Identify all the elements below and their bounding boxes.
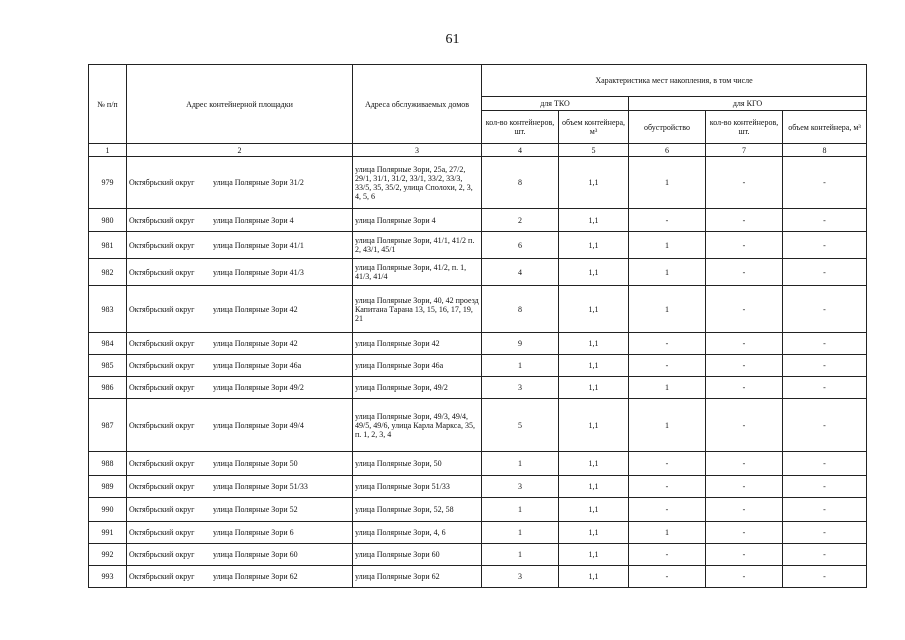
cell-kgo-facility: 1 [629, 259, 706, 286]
cell-tko-volume: 1,1 [559, 566, 629, 588]
cell-num: 988 [89, 452, 127, 476]
cell-tko-volume: 1,1 [559, 399, 629, 452]
cell-tko-volume: 1,1 [559, 498, 629, 522]
cell-served: улица Полярные Зори 46а [353, 355, 482, 377]
cell-site-address [127, 476, 353, 498]
cell-site-address [127, 286, 353, 333]
table-row [89, 476, 867, 498]
col-number: 6 [629, 144, 706, 157]
cell-kgo-facility: - [629, 498, 706, 522]
cell-site-address [127, 452, 353, 476]
header-kgo-count: кол-во контейнеров, шт. [706, 111, 783, 144]
cell-district: Октябрьский округ [129, 304, 195, 314]
cell-kgo-facility: - [629, 476, 706, 498]
cell-kgo-count: - [706, 157, 783, 209]
cell-kgo-facility: 1 [629, 157, 706, 209]
header-tko-count: кол-во контейнеров, шт. [482, 111, 559, 144]
cell-kgo-count: - [706, 333, 783, 355]
cell-site-address [127, 399, 353, 452]
cell-served: улица Полярные Зори 60 [353, 544, 482, 566]
cell-tko-count: 1 [482, 452, 559, 476]
cell-served: улица Полярные Зори, 4, 6 [353, 522, 482, 544]
table-row [89, 544, 867, 566]
cell-kgo-facility: - [629, 544, 706, 566]
table-row [89, 333, 867, 355]
table-row [89, 399, 867, 452]
col-number: 7 [706, 144, 783, 157]
cell-served: улица Полярные Зори, 50 [353, 452, 482, 476]
cell-served: улица Полярные Зори, 25а, 27/2, 29/1, 31/1, 31/2, 33/1, 33/2, 33/3, 33/5, 35, 35/2, улица Сполохи, 2, 3, 4, 5, 6 [353, 157, 482, 209]
header-served-addresses: Адреса обслуживаемых домов [353, 65, 482, 144]
cell-kgo-volume: - [783, 259, 867, 286]
cell-tko-count: 8 [482, 286, 559, 333]
cell-tko-volume: 1,1 [559, 209, 629, 232]
cell-street: улица Полярные Зори 51/33 [213, 482, 308, 491]
cell-district: Октябрьский округ [129, 383, 195, 392]
cell-num: 987 [89, 399, 127, 452]
cell-kgo-count: - [706, 566, 783, 588]
cell-kgo-facility: 1 [629, 232, 706, 259]
cell-tko-volume: 1,1 [559, 476, 629, 498]
cell-tko-volume: 1,1 [559, 259, 629, 286]
cell-served: улица Полярные Зори, 41/2, п. 1, 41/3, 41/4 [353, 259, 482, 286]
header-kgo-facility: обустройство [629, 111, 706, 144]
cell-district: Октябрьский округ [129, 240, 195, 250]
cell-street: улица Полярные Зори 41/1 [213, 240, 304, 250]
cell-tko-count: 6 [482, 232, 559, 259]
cell-tko-count: 9 [482, 333, 559, 355]
cell-site-address [127, 333, 353, 355]
cell-num: 986 [89, 377, 127, 399]
cell-kgo-volume: - [783, 286, 867, 333]
cell-num: 990 [89, 498, 127, 522]
cell-tko-volume: 1,1 [559, 157, 629, 209]
cell-tko-count: 1 [482, 498, 559, 522]
cell-kgo-count: - [706, 377, 783, 399]
cell-num: 989 [89, 476, 127, 498]
cell-kgo-volume: - [783, 355, 867, 377]
cell-tko-volume: 1,1 [559, 355, 629, 377]
table-row [89, 259, 867, 286]
cell-kgo-volume: - [783, 544, 867, 566]
cell-tko-count: 1 [482, 544, 559, 566]
cell-site-address [127, 259, 353, 286]
cell-street: улица Полярные Зори 52 [213, 505, 298, 514]
cell-kgo-count: - [706, 452, 783, 476]
cell-tko-count: 1 [482, 355, 559, 377]
header-kgo-volume: объем контейнера, м³ [783, 111, 867, 144]
cell-num: 979 [89, 157, 127, 209]
table-row [89, 232, 867, 259]
cell-district: Октябрьский округ [129, 361, 195, 370]
cell-kgo-volume: - [783, 566, 867, 588]
cell-served: улица Полярные Зори, 49/2 [353, 377, 482, 399]
cell-kgo-facility: - [629, 355, 706, 377]
cell-kgo-facility: 1 [629, 286, 706, 333]
cell-tko-volume: 1,1 [559, 522, 629, 544]
cell-kgo-facility: - [629, 566, 706, 588]
cell-tko-volume: 1,1 [559, 377, 629, 399]
cell-kgo-facility: - [629, 452, 706, 476]
cell-kgo-count: - [706, 544, 783, 566]
cell-site-address [127, 355, 353, 377]
cell-site-address [127, 377, 353, 399]
cell-num: 984 [89, 333, 127, 355]
cell-tko-volume: 1,1 [559, 232, 629, 259]
cell-site-address [127, 566, 353, 588]
table-row [89, 566, 867, 588]
cell-kgo-count: - [706, 476, 783, 498]
cell-district: Октябрьский округ [129, 215, 195, 225]
cell-street: улица Полярные Зори 41/3 [213, 267, 304, 277]
cell-district: Октябрьский округ [129, 505, 195, 514]
header-site-address: Адрес контейнерной площадки [127, 65, 353, 144]
cell-district: Октябрьский округ [129, 420, 195, 430]
cell-tko-volume: 1,1 [559, 452, 629, 476]
cell-kgo-count: - [706, 209, 783, 232]
page-number: 61 [445, 32, 460, 47]
table-row [89, 209, 867, 232]
cell-kgo-volume: - [783, 522, 867, 544]
cell-tko-count: 5 [482, 399, 559, 452]
cell-tko-count: 4 [482, 259, 559, 286]
cell-street: улица Полярные Зори 49/4 [213, 420, 304, 430]
cell-tko-count: 3 [482, 566, 559, 588]
cell-served: улица Полярные Зори, 41/1, 41/2 п. 2, 43/1, 45/1 [353, 232, 482, 259]
col-number: 8 [783, 144, 867, 157]
cell-kgo-volume: - [783, 399, 867, 452]
cell-kgo-volume: - [783, 377, 867, 399]
header-tko-group: для ТКО [482, 97, 629, 111]
cell-site-address [127, 232, 353, 259]
cell-served: улица Полярные Зори 42 [353, 333, 482, 355]
cell-num: 980 [89, 209, 127, 232]
col-number: 5 [559, 144, 629, 157]
cell-kgo-volume: - [783, 498, 867, 522]
header-tko-volume: объем контейнера, м³ [559, 111, 629, 144]
cell-site-address [127, 544, 353, 566]
cell-kgo-volume: - [783, 452, 867, 476]
table-row [89, 498, 867, 522]
cell-district: Октябрьский округ [129, 178, 195, 187]
col-number: 3 [353, 144, 482, 157]
table-row [89, 377, 867, 399]
cell-served: улица Полярные Зори, 40, 42 проезд Капитана Тарана 13, 15, 16, 17, 19, 21 [353, 286, 482, 333]
cell-tko-volume: 1,1 [559, 333, 629, 355]
cell-street: улица Полярные Зори 6 [213, 528, 294, 537]
cell-street: улица Полярные Зори 62 [213, 572, 298, 581]
cell-tko-count: 8 [482, 157, 559, 209]
cell-num: 981 [89, 232, 127, 259]
column-number-row [89, 144, 867, 157]
register-table [88, 64, 867, 588]
cell-kgo-count: - [706, 259, 783, 286]
cell-kgo-volume: - [783, 209, 867, 232]
cell-street: улица Полярные Зори 60 [213, 550, 298, 559]
cell-kgo-count: - [706, 399, 783, 452]
table-header [89, 65, 867, 157]
cell-street: улица Полярные Зори 42 [213, 304, 298, 314]
cell-district: Октябрьский округ [129, 550, 195, 559]
cell-district: Октябрьский округ [129, 482, 195, 491]
cell-kgo-facility: - [629, 209, 706, 232]
cell-district: Октябрьский округ [129, 267, 195, 277]
cell-street: улица Полярные Зори 50 [213, 459, 298, 468]
cell-street: улица Полярные Зори 4 [213, 215, 294, 225]
cell-site-address [127, 498, 353, 522]
col-number: 1 [89, 144, 127, 157]
cell-kgo-facility: 1 [629, 377, 706, 399]
table-row [89, 286, 867, 333]
cell-district: Октябрьский округ [129, 572, 195, 581]
cell-num: 982 [89, 259, 127, 286]
cell-kgo-facility: - [629, 333, 706, 355]
cell-kgo-facility: 1 [629, 522, 706, 544]
cell-street: улица Полярные Зори 46а [213, 361, 302, 370]
cell-served: улица Полярные Зори, 52, 58 [353, 498, 482, 522]
cell-kgo-volume: - [783, 476, 867, 498]
cell-num: 993 [89, 566, 127, 588]
table-row [89, 522, 867, 544]
table-row [89, 452, 867, 476]
cell-kgo-facility: 1 [629, 399, 706, 452]
cell-kgo-count: - [706, 498, 783, 522]
cell-street: улица Полярные Зори 31/2 [213, 178, 304, 187]
cell-district: Октябрьский округ [129, 339, 195, 348]
header-num: № п/п [89, 65, 127, 144]
cell-site-address [127, 157, 353, 209]
cell-tko-count: 3 [482, 476, 559, 498]
cell-num: 983 [89, 286, 127, 333]
cell-kgo-volume: - [783, 232, 867, 259]
cell-site-address [127, 209, 353, 232]
table-body [89, 157, 867, 588]
cell-tko-volume: 1,1 [559, 544, 629, 566]
cell-kgo-volume: - [783, 333, 867, 355]
col-number: 4 [482, 144, 559, 157]
cell-tko-volume: 1,1 [559, 286, 629, 333]
cell-street: улица Полярные Зори 49/2 [213, 383, 304, 392]
header-kgo-group: для КГО [629, 97, 867, 111]
col-number: 2 [127, 144, 353, 157]
cell-kgo-count: - [706, 522, 783, 544]
cell-kgo-count: - [706, 232, 783, 259]
cell-kgo-count: - [706, 286, 783, 333]
table-row [89, 157, 867, 209]
cell-served: улица Полярные Зори 4 [353, 209, 482, 232]
cell-served: улица Полярные Зори 62 [353, 566, 482, 588]
cell-district: Октябрьский округ [129, 459, 195, 468]
cell-district: Октябрьский округ [129, 528, 195, 537]
cell-site-address [127, 522, 353, 544]
cell-tko-count: 2 [482, 209, 559, 232]
cell-num: 992 [89, 544, 127, 566]
cell-served: улица Полярные Зори, 49/3, 49/4, 49/5, 49/6, улица Карла Маркса, 35, п. 1, 2, 3, 4 [353, 399, 482, 452]
cell-tko-count: 1 [482, 522, 559, 544]
cell-served: улица Полярные Зори 51/33 [353, 476, 482, 498]
cell-num: 985 [89, 355, 127, 377]
cell-kgo-count: - [706, 355, 783, 377]
table-row [89, 355, 867, 377]
cell-num: 991 [89, 522, 127, 544]
cell-kgo-volume: - [783, 157, 867, 209]
cell-tko-count: 3 [482, 377, 559, 399]
cell-street: улица Полярные Зори 42 [213, 339, 298, 348]
header-characteristics: Характеристика мест накопления, в том числе [482, 65, 867, 97]
